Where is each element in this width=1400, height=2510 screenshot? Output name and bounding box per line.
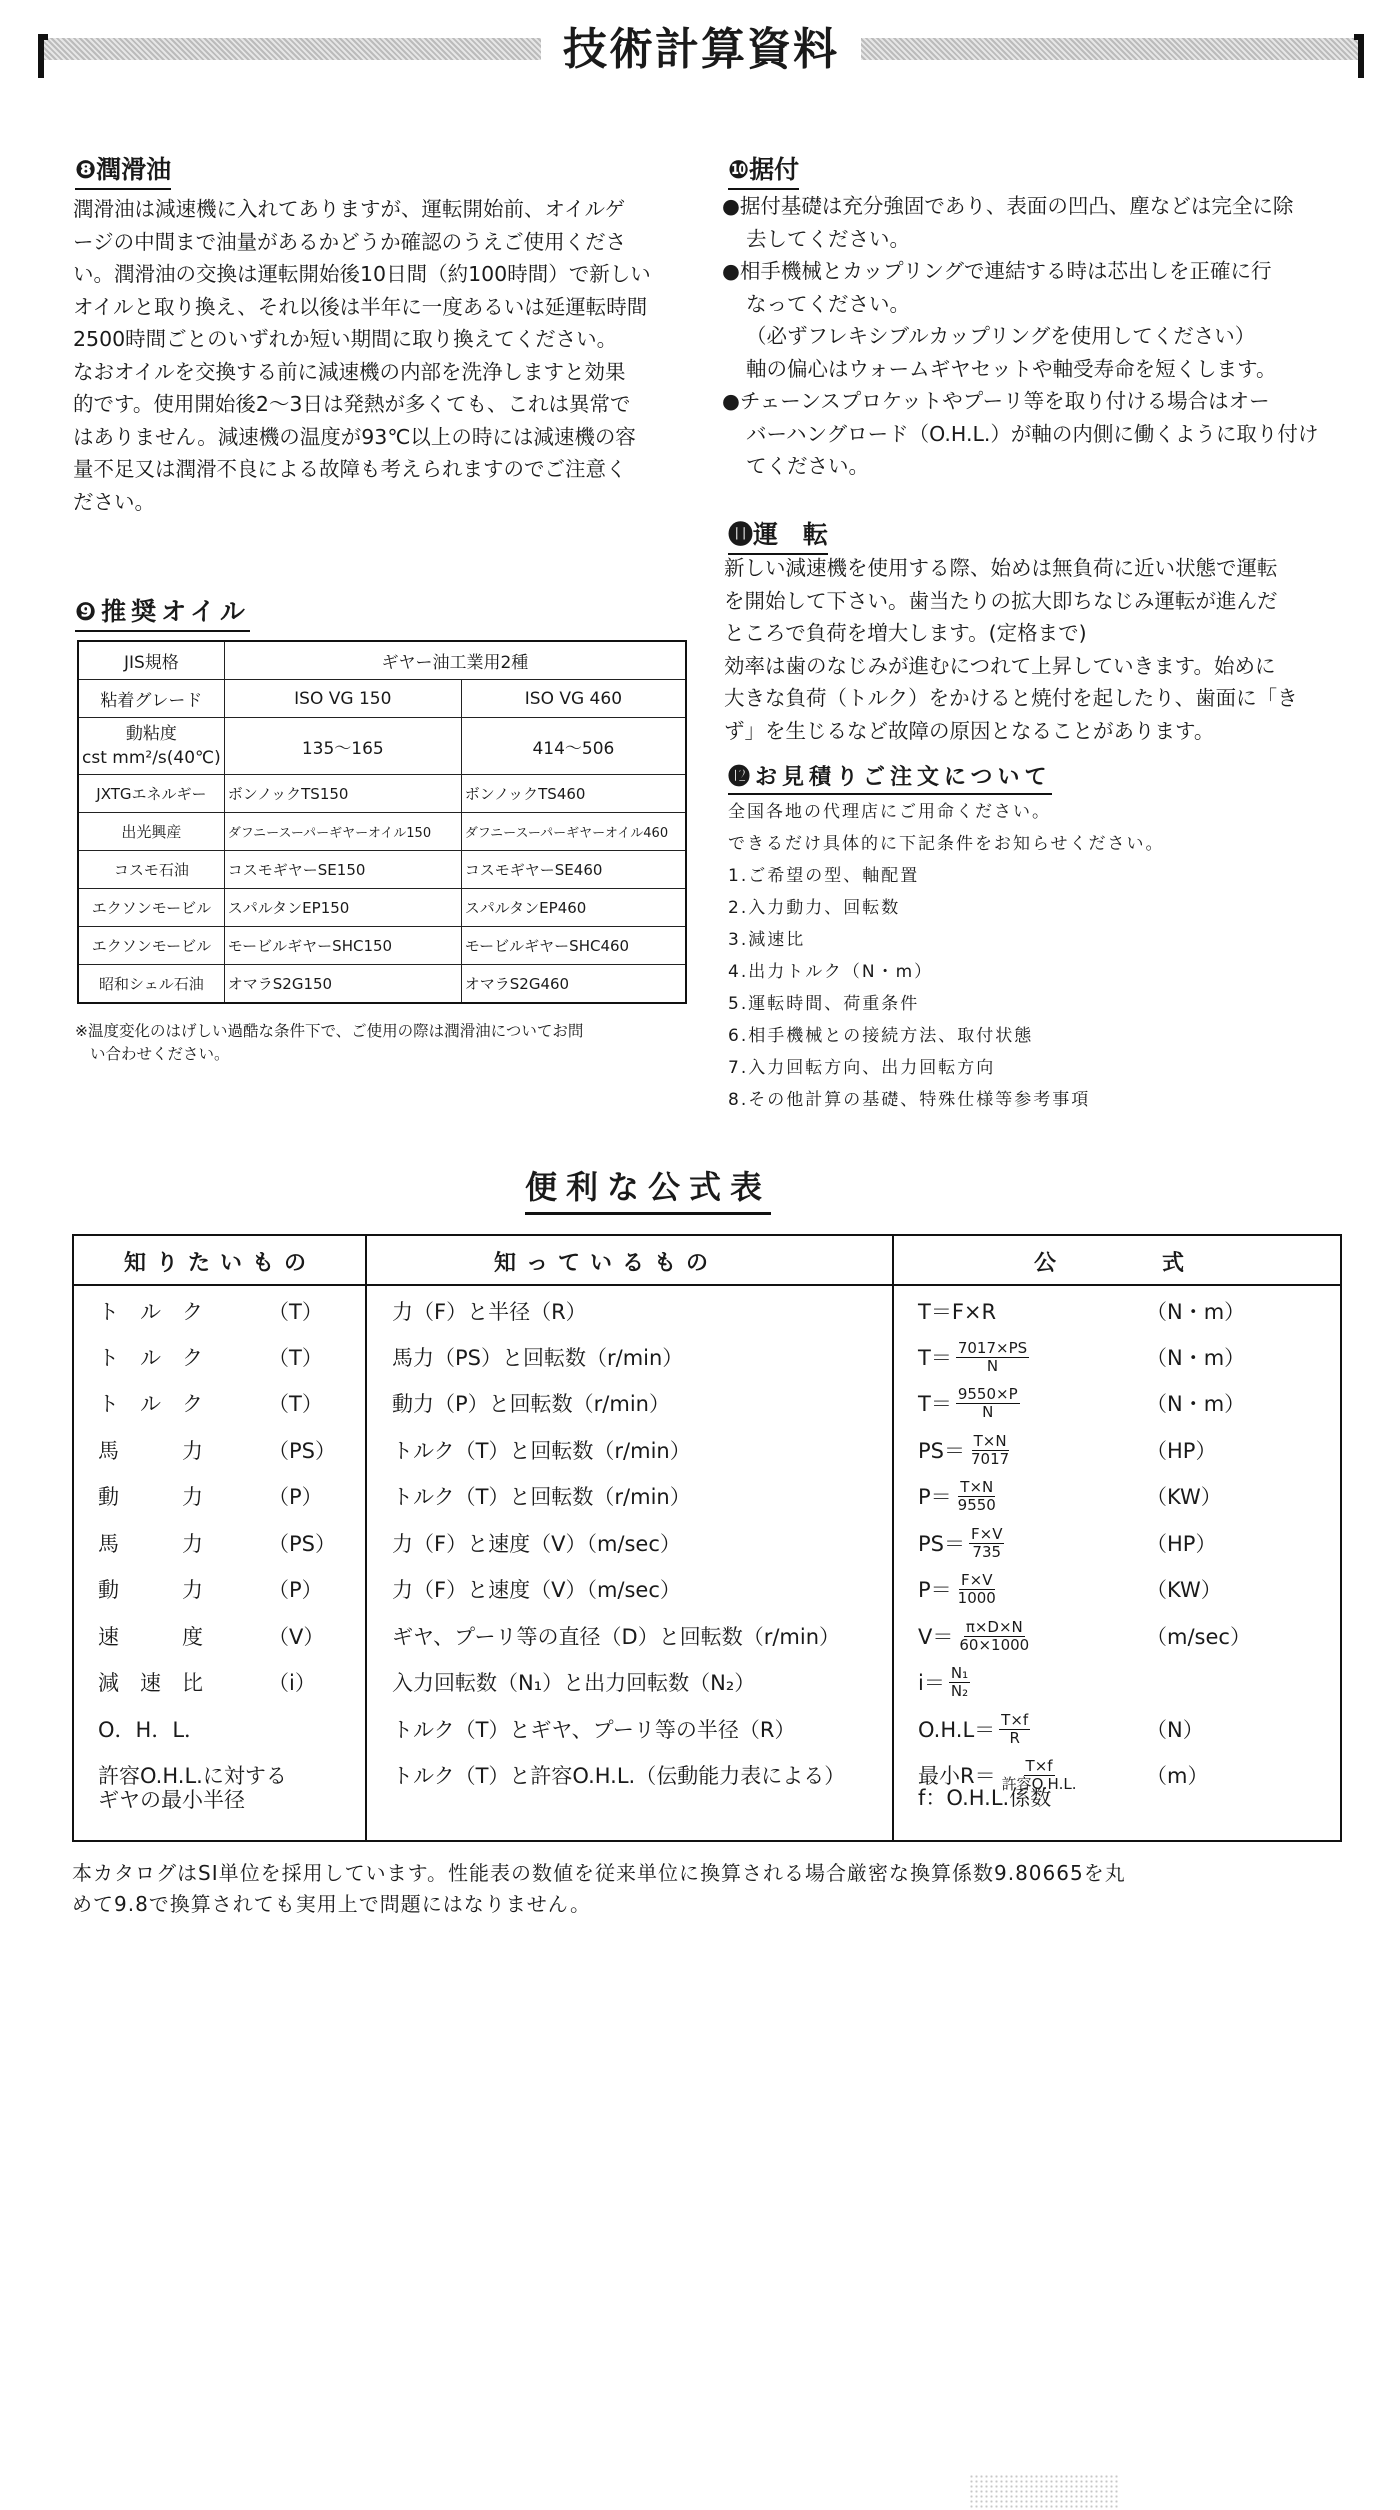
want-label: 減 速 比 xyxy=(98,1671,203,1695)
installation-list xyxy=(722,190,1318,483)
formula-row xyxy=(74,1706,1340,1753)
unit-cell: （N） xyxy=(1146,1718,1204,1742)
formula-lhs: P＝ xyxy=(918,1485,952,1509)
table-cell: 出光興産 xyxy=(78,813,224,851)
formula-row xyxy=(74,1334,1340,1381)
table-row xyxy=(78,889,686,927)
known-cell: 動力（P）と回転数（r/min） xyxy=(392,1392,670,1416)
text-line: ところで負荷を増大します。(定格まで) xyxy=(724,621,1087,645)
formula-cell xyxy=(918,1429,1011,1471)
formula-row xyxy=(74,1520,1340,1567)
formula-cell xyxy=(918,1382,1020,1424)
text-line: ず」を生じるなど故障の原因となることがあります。 xyxy=(724,718,1215,743)
text-line: 潤滑油は減速機に入れてありますが、運転開始前、オイルゲ xyxy=(73,197,626,221)
text-line: なおオイルを交換する前に減速機の内部を洗浄しますと効果 xyxy=(73,359,626,384)
table-cell: ISO VG 460 xyxy=(461,680,686,718)
want-label: O．H．L． xyxy=(98,1718,206,1742)
known-cell: 入力回転数（N₁）と出力回転数（N₂） xyxy=(392,1671,756,1695)
formula-row xyxy=(74,1427,1340,1474)
want-cell xyxy=(98,1435,336,1465)
want-label: 速 度 xyxy=(98,1625,203,1649)
want-symbol: （P） xyxy=(268,1578,323,1602)
unit-cell: （HP） xyxy=(1146,1532,1217,1556)
text-line: 2500時間ごとのいずれか短い期間に取り換えてください。 xyxy=(73,327,618,351)
table-cell: モービルギヤーSHC150 xyxy=(224,927,461,965)
table-row xyxy=(78,813,686,851)
want-label: ト ル ク xyxy=(98,1300,203,1324)
fraction-denominator: 9550 xyxy=(957,1495,996,1514)
header-divider xyxy=(74,1284,1340,1286)
table-cell: コスモギヤーSE460 xyxy=(461,851,686,889)
fraction xyxy=(957,1619,1031,1654)
known-cell: トルク（T）とギヤ、プーリ等の半径（R） xyxy=(392,1718,796,1742)
table-cell: スパルタンEP150 xyxy=(224,889,461,927)
unit-cell: （N・m） xyxy=(1146,1300,1246,1324)
fraction-numerator: π×D×N xyxy=(965,1617,1023,1636)
known-cell: 馬力（PS）と回転数（r/min） xyxy=(392,1346,684,1370)
list-item-cont: てください。 xyxy=(746,454,869,478)
table-header-gear-oil: ギヤー油工業用2種 xyxy=(224,641,686,680)
list-item: ●チェーンスプロケットやプーリ等を取り付ける場合はオー xyxy=(722,389,1270,413)
text-line: を開始して下さい。歯当たりの拡大即ちなじみ運転が進んだ xyxy=(724,588,1278,613)
recommended-oil-table xyxy=(77,640,687,1004)
text-line: ださい。 xyxy=(73,489,155,514)
operation-text xyxy=(724,552,1298,747)
fraction-numerator: 7017×PS xyxy=(957,1338,1028,1357)
list-item-cont: 軸の偏心はウォームギヤセットや軸受寿命を短くします。 xyxy=(746,356,1277,381)
note-line: い合わせください。 xyxy=(90,1045,230,1063)
formula-table-title: 便利な公式表 xyxy=(525,1162,771,1215)
formula-cell: f：O.H.L.係数 xyxy=(918,1786,1052,1810)
fraction-numerator: F×V xyxy=(971,1524,1003,1543)
fraction-denominator: N xyxy=(982,1402,994,1421)
list-item: 5.運転時間、荷重条件 xyxy=(728,994,920,1014)
formula-lhs: PS＝ xyxy=(918,1439,965,1463)
text-line: 効率は歯のなじみが進むにつれて上昇していきます。始めに xyxy=(724,653,1276,678)
want-label: ト ル ク xyxy=(98,1346,203,1370)
formula-row xyxy=(74,1566,1340,1613)
unit-cell: （HP） xyxy=(1146,1439,1217,1463)
fraction xyxy=(999,1712,1030,1747)
fraction xyxy=(956,1572,998,1607)
fraction-denominator: 7017 xyxy=(971,1449,1010,1468)
fraction-denominator: R xyxy=(1009,1728,1020,1747)
want-cell xyxy=(98,1667,316,1697)
formula-cell xyxy=(918,1336,1029,1378)
want-symbol: （V） xyxy=(268,1625,325,1649)
list-item-cont: なってください。 xyxy=(746,291,910,316)
fraction-denominator: 735 xyxy=(972,1542,1002,1561)
fraction-numerator: F×V xyxy=(961,1570,993,1589)
known-cell: 力（F）と半径（R） xyxy=(392,1300,587,1324)
lubricant-text xyxy=(73,193,651,518)
list-item: ●据付基礎は充分強固であり、表面の凹凸、塵などは完全に除 xyxy=(722,194,1294,218)
table-header-grade: 粘着グレード xyxy=(78,680,224,718)
table-header-viscosity xyxy=(78,718,224,775)
text-line: い。潤滑油の交換は運転開始後10日間（約100時間）で新しい xyxy=(73,262,651,286)
quotation-list xyxy=(728,796,1165,1116)
table-cell: 135〜165 xyxy=(224,718,461,775)
table-cell: スパルタンEP460 xyxy=(461,889,686,927)
table-row xyxy=(78,965,686,1004)
list-item: 8.その他計算の基礎、特殊仕様等参考事項 xyxy=(728,1090,1091,1110)
fraction-numerator: T×N xyxy=(960,1477,994,1496)
list-item-cont: 去してください。 xyxy=(746,226,910,251)
want-label: 許容O.H.L.に対する xyxy=(98,1764,287,1788)
want-label: 馬 力 xyxy=(98,1532,203,1556)
quotation-heading: ⓬お見積りご注文について xyxy=(728,760,1052,795)
page-header xyxy=(38,22,1364,82)
want-label: 動 力 xyxy=(98,1485,203,1509)
unit-cell: （N・m） xyxy=(1146,1392,1246,1416)
text-line: はありません。減速機の温度が93℃以上の時には減速機の容 xyxy=(73,424,636,449)
formula-lhs: T＝ xyxy=(918,1392,952,1416)
list-item: 4.出力トルク（N・m） xyxy=(728,962,934,982)
viscosity-unit: cst mm²/s(40℃) xyxy=(82,748,221,768)
want-symbol: （T） xyxy=(268,1300,323,1324)
table-cell: コスモ石油 xyxy=(78,851,224,889)
formula-lhs: T＝F×R xyxy=(918,1300,997,1324)
header-known: 知っているもの xyxy=(494,1251,719,1276)
formula-lhs: T＝ xyxy=(918,1346,952,1370)
formula-cell xyxy=(918,1568,998,1610)
fraction xyxy=(956,1479,998,1514)
want-cell xyxy=(98,1528,336,1558)
list-item: 7.入力回転方向、出力回転方向 xyxy=(728,1058,996,1078)
fraction-denominator: N xyxy=(986,1356,999,1375)
want-symbol: （i） xyxy=(268,1671,316,1695)
installation-heading: ❿据付 xyxy=(728,150,799,190)
list-item: ●相手機械とカップリングで連結する時は芯出しを正確に行 xyxy=(722,259,1272,283)
unit-cell: （KW） xyxy=(1146,1485,1222,1509)
want-cell xyxy=(98,1296,323,1326)
table-cell: オマラS2G460 xyxy=(461,965,686,1004)
formula-table xyxy=(72,1234,1342,1842)
formula-lhs: P＝ xyxy=(918,1578,952,1602)
formula-cell xyxy=(918,1475,998,1517)
text-line: 量不足又は潤滑不良による故障も考えられますのでご注意く xyxy=(73,457,627,481)
want-symbol: （T） xyxy=(268,1392,323,1416)
table-cell: ダフニースーパーギヤーオイル150 xyxy=(224,813,461,851)
table-row xyxy=(78,851,686,889)
operation-heading: ⓫運 転 xyxy=(728,515,828,555)
text-line: 全国各地の代理店にご用命ください。 xyxy=(728,802,1051,822)
want-label: 動 力 xyxy=(98,1578,203,1602)
list-item-cont: （必ずフレキシブルカップリングを使用してください） xyxy=(746,324,1256,348)
formula-row-extra xyxy=(74,1776,1340,1823)
formula-row xyxy=(74,1473,1340,1520)
table-cell: オマラS2G150 xyxy=(224,965,461,1004)
formula-cell xyxy=(918,1290,996,1332)
fraction-numerator: T×f xyxy=(1001,1710,1029,1729)
table-cell: ダフニースーパーギヤーオイル460 xyxy=(461,813,686,851)
want-symbol: （P） xyxy=(268,1485,323,1509)
table-cell: エクソンモービル xyxy=(78,927,224,965)
unit-cell: （KW） xyxy=(1146,1578,1222,1602)
known-cell: トルク（T）と回転数（r/min） xyxy=(392,1485,691,1509)
text-line: オイルと取り換え、それ以後は半年に一度あるいは延運転時間 xyxy=(73,294,648,319)
recommended-oil-heading: ❾推奨オイル xyxy=(75,592,250,632)
table-cell: コスモギヤーSE150 xyxy=(224,851,461,889)
formula-lhs: V＝ xyxy=(918,1625,954,1649)
unit-cell: （N・m） xyxy=(1146,1346,1246,1370)
text-line: 新しい減速機を使用する際、始めは無負荷に近い状態で運転 xyxy=(724,556,1278,580)
known-cell: トルク（T）と許容O.H.L.（伝動能力表による） xyxy=(392,1764,846,1788)
known-cell: 力（F）と速度（V）（m/sec） xyxy=(392,1532,681,1556)
list-item: 1.ご希望の型、軸配置 xyxy=(728,866,920,886)
fraction xyxy=(956,1340,1029,1375)
text-line: 大きな負荷（トルク）をかけると焼付を起したり、歯面に「き xyxy=(724,686,1298,710)
formula-lhs: 最小R＝ xyxy=(918,1764,996,1788)
oil-note xyxy=(75,1020,583,1066)
page-title: 技術計算資料 xyxy=(541,22,861,78)
want-cell: ギヤの最小半径 xyxy=(98,1788,245,1812)
note-line: 本カタログはSI単位を採用しています。性能表の数値を従来単位に換算される場合厳密な換算係数9.80665を丸 xyxy=(72,1861,1126,1885)
text-line: 的です。使用開始後2〜3日は発熱が多くても、これは異常で xyxy=(73,392,631,416)
want-cell xyxy=(98,1342,323,1372)
list-item: 6.相手機械との接続方法、取付状態 xyxy=(728,1026,1034,1046)
fraction xyxy=(969,1526,1004,1561)
known-cell: トルク（T）と回転数（r/min） xyxy=(392,1439,691,1463)
table-cell: ISO VG 150 xyxy=(224,680,461,718)
known-cell: 力（F）と速度（V）（m/sec） xyxy=(392,1578,681,1602)
list-item: 2.入力動力、回転数 xyxy=(728,898,901,918)
lubricant-heading: ❽潤滑油 xyxy=(75,150,171,190)
want-cell xyxy=(98,1574,323,1604)
fraction-denominator: 許容O.H.L. xyxy=(1001,1774,1077,1793)
fraction-denominator: 1000 xyxy=(957,1588,996,1607)
header-right-bracket xyxy=(1354,34,1364,78)
fraction xyxy=(969,1433,1011,1468)
want-cell xyxy=(98,1714,268,1744)
header-left-bracket xyxy=(38,34,48,78)
fraction-denominator: 60×1000 xyxy=(959,1635,1030,1654)
formula-row xyxy=(74,1288,1340,1335)
formula-cell xyxy=(918,1522,1004,1564)
fraction-numerator: 9550×P xyxy=(957,1384,1018,1403)
header-dot-pattern xyxy=(969,2474,1119,2510)
formula-cell xyxy=(918,1615,1031,1657)
table-cell: JXTGエネルギー xyxy=(78,775,224,813)
table-row xyxy=(78,927,686,965)
header-formula: 公 式 xyxy=(1034,1251,1195,1276)
want-cell xyxy=(98,1388,323,1418)
want-label: ト ル ク xyxy=(98,1392,203,1416)
fraction xyxy=(956,1386,1020,1421)
want-symbol: （PS） xyxy=(268,1532,336,1556)
table-cell: ボンノックTS150 xyxy=(224,775,461,813)
table-cell: エクソンモービル xyxy=(78,889,224,927)
text-line: ージの中間まで油量があるかどうか確認のうえご使用くださ xyxy=(73,229,627,254)
want-symbol: （PS） xyxy=(268,1439,336,1463)
unit-cell: （m） xyxy=(1146,1764,1209,1788)
formula-cell xyxy=(918,1708,1030,1750)
formula-row xyxy=(74,1613,1340,1660)
want-label: 馬 力 xyxy=(98,1439,203,1463)
viscosity-label: 動粘度 xyxy=(125,724,177,744)
table-row xyxy=(78,775,686,813)
fraction-numerator: N₁ xyxy=(950,1663,969,1682)
formula-lhs: i＝ xyxy=(918,1671,945,1695)
unit-cell: （m/sec） xyxy=(1146,1625,1251,1649)
note-line: めて9.8で換算されても実用上で問題にはなりません。 xyxy=(72,1892,592,1916)
table-cell: ボンノックTS460 xyxy=(461,775,686,813)
text-line: できるだけ具体的に下記条件をお知らせください。 xyxy=(728,834,1165,854)
want-cell xyxy=(98,1621,324,1651)
fraction xyxy=(949,1665,970,1700)
fraction-denominator: N₂ xyxy=(950,1681,969,1700)
table-cell: モービルギヤーSHC460 xyxy=(461,927,686,965)
table-cell: 昭和シェル石油 xyxy=(78,965,224,1004)
table-header-jis: JIS規格 xyxy=(78,641,224,680)
formula-cell xyxy=(918,1661,970,1703)
formula-row xyxy=(74,1659,1340,1706)
si-unit-note xyxy=(72,1858,1126,1920)
formula-row xyxy=(74,1380,1340,1427)
want-symbol: （T） xyxy=(268,1346,323,1370)
formula-lhs: PS＝ xyxy=(918,1532,965,1556)
table-cell: 414〜506 xyxy=(461,718,686,775)
known-cell: ギヤ、プーリ等の直径（D）と回転数（r/min） xyxy=(392,1625,841,1649)
want-cell xyxy=(98,1481,323,1511)
fraction-numerator: T×N xyxy=(973,1431,1007,1450)
note-line: ※温度変化のはげしい過酷な条件下で、ご使用の際は潤滑油についてお問 xyxy=(75,1022,584,1040)
list-item-cont: バーハングロード（O.H.L.）が軸の内側に働くように取り付け xyxy=(746,421,1319,446)
list-item: 3.減速比 xyxy=(728,930,806,950)
fraction-numerator: T×f xyxy=(1025,1756,1053,1775)
header-want: 知りたいもの xyxy=(124,1251,317,1276)
formula-lhs: O.H.L＝ xyxy=(918,1718,996,1742)
